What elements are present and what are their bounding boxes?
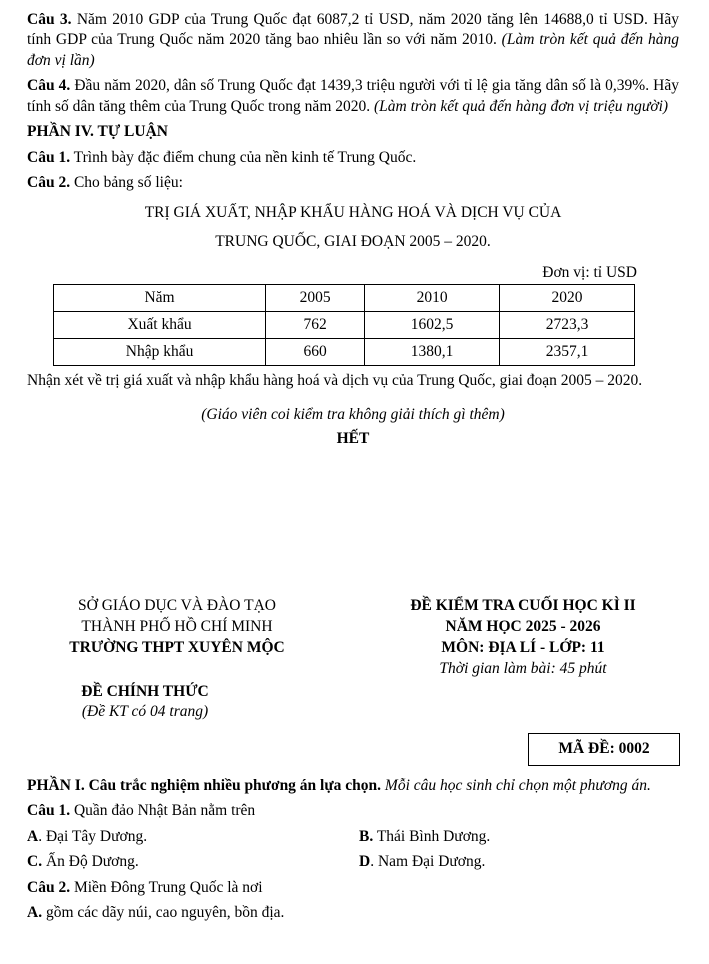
option-letter: A. [27,904,43,922]
table-cell: 1380,1 [365,338,500,365]
subject-grade: MÔN: ĐỊA LÍ - LỚP: 11 [441,639,605,656]
table-unit: Đơn vị: tỉ USD [542,263,637,281]
exam-code-box [528,733,680,766]
essay-question-1 [27,148,679,168]
exam-header [27,596,679,720]
options-row [27,852,679,872]
option-d[interactable] [359,852,485,872]
question-text: Năm 2010 GDP của Trung Quốc đạt 6087,2 tỉ USD, năm 2020 tăng lên 14688,0 tỉ USD. Hãy tính GDP của Trung Quốc năm 2020 tăng bao nhiêu lần so với năm 2010. [27,11,679,49]
table-title-line-2: TRUNG QUỐC, GIAI ĐOẠN 2005 – 2020. [215,233,491,251]
question-text: Đầu năm 2020, dân số Trung Quốc đạt 1439,3 triệu người với tỉ lệ gia tăng dân số là 0,39%. Hãy tính số dân tăng thêm của Trung Quốc trong năm 2020. [27,77,679,115]
teacher-footnote [27,405,679,425]
end-marker: HẾT [336,429,370,447]
data-table [53,284,635,366]
option-c[interactable] [27,852,359,872]
exam-page-top [27,10,679,449]
question-text: Trình bày đặc điểm chung của nền kinh tế Trung Quốc. [70,148,417,166]
option-text: Ấn Độ Dương. [42,853,139,871]
section-title: PHẦN I. Câu trắc nghiệm nhiều phương án lựa chọn. [27,777,382,794]
table-cell: 2723,3 [500,311,635,338]
question-text: Quần đảo Nhật Bản nằm trên [70,802,256,820]
options-row [27,827,679,847]
table-cell: 660 [266,338,365,365]
option-letter: C. [27,853,43,871]
question-text: Miền Đông Trung Quốc là nơi [70,878,263,896]
option-a[interactable] [27,827,359,847]
table-row [54,311,635,338]
dept-name-line-2: THÀNH PHỐ HỒ CHÍ MINH [81,618,273,635]
table-header-cell: 2010 [365,284,500,311]
option-text: Thái Bình Dương. [373,827,491,845]
option-a[interactable] [27,903,679,923]
page-count: (Đề KT có 04 trang) [81,703,209,720]
table-header-row [54,284,635,311]
option-letter: B. [359,827,374,845]
table-title-line-1: TRỊ GIÁ XUẤT, NHẬP KHẨU HÀNG HOÁ VÀ DỊCH VỤ CỦA [144,203,562,221]
question-4 [27,76,679,117]
mcq-question-1 [27,801,679,821]
question-label: Câu 3. [27,11,72,28]
question-note: (Làm tròn kết quả đến hàng đơn vị lần) [27,31,679,69]
table-cell: 2357,1 [500,338,635,365]
exam-time: Thời gian làm bài: 45 phút [439,660,607,677]
section-title-part-1 [27,776,679,796]
part-1 [27,776,679,929]
official-label: ĐỀ CHÍNH THỨC [81,683,209,700]
essay-prompt: Nhận xét về trị giá xuất và nhập khẩu hàng hoá và dịch vụ của Trung Quốc, giai đoạn 2005 – 2020. [27,371,643,389]
exam-title: ĐỀ KIỂM TRA CUỐI HỌC KÌ II [410,597,636,614]
exam-code: MÃ ĐỀ: 0002 [558,740,650,758]
section-instruction: Mỗi câu học sinh chỉ chọn một phương án. [381,777,651,794]
table-header-cell: 2020 [500,284,635,311]
table-row [54,338,635,365]
table-cell: 762 [266,311,365,338]
question-text: Cho bảng số liệu: [70,174,183,192]
footnote-text: (Giáo viên coi kiểm tra không giải thích gì thêm) [201,406,505,424]
question-label: Câu 1. [27,802,71,820]
mcq-question-2 [27,878,679,898]
option-text: gồm các dãy núi, cao nguyên, bồn địa. [42,904,285,922]
table-header-cell: Năm [54,284,266,311]
table-cell: Nhập khẩu [54,338,266,365]
dept-name-line-1: SỞ GIÁO DỤC VÀ ĐÀO TẠO [78,597,276,614]
school-year: NĂM HỌC 2025 - 2026 [445,618,601,635]
option-b[interactable] [359,827,490,847]
option-text: . Nam Đại Dương. [370,853,486,871]
option-letter: D [359,853,371,871]
table-header-cell: 2005 [266,284,365,311]
section-title-part-4: PHẦN IV. TỰ LUẬN [27,123,168,141]
table-cell: 1602,5 [365,311,500,338]
essay-question-2 [27,173,679,193]
table-cell: Xuất khẩu [54,311,266,338]
option-letter: A [27,827,39,845]
school-name: TRƯỜNG THPT XUYÊN MỘC [69,639,285,656]
question-note: (Làm tròn kết quả đến hàng đơn vị triệu người) [374,97,669,115]
question-3 [27,10,679,71]
question-label: Câu 2. [27,174,71,192]
question-label: Câu 2. [27,878,71,896]
question-label: Câu 4. [27,77,71,95]
question-label: Câu 1. [27,148,71,166]
option-text: . Đại Tây Dương. [38,827,148,845]
